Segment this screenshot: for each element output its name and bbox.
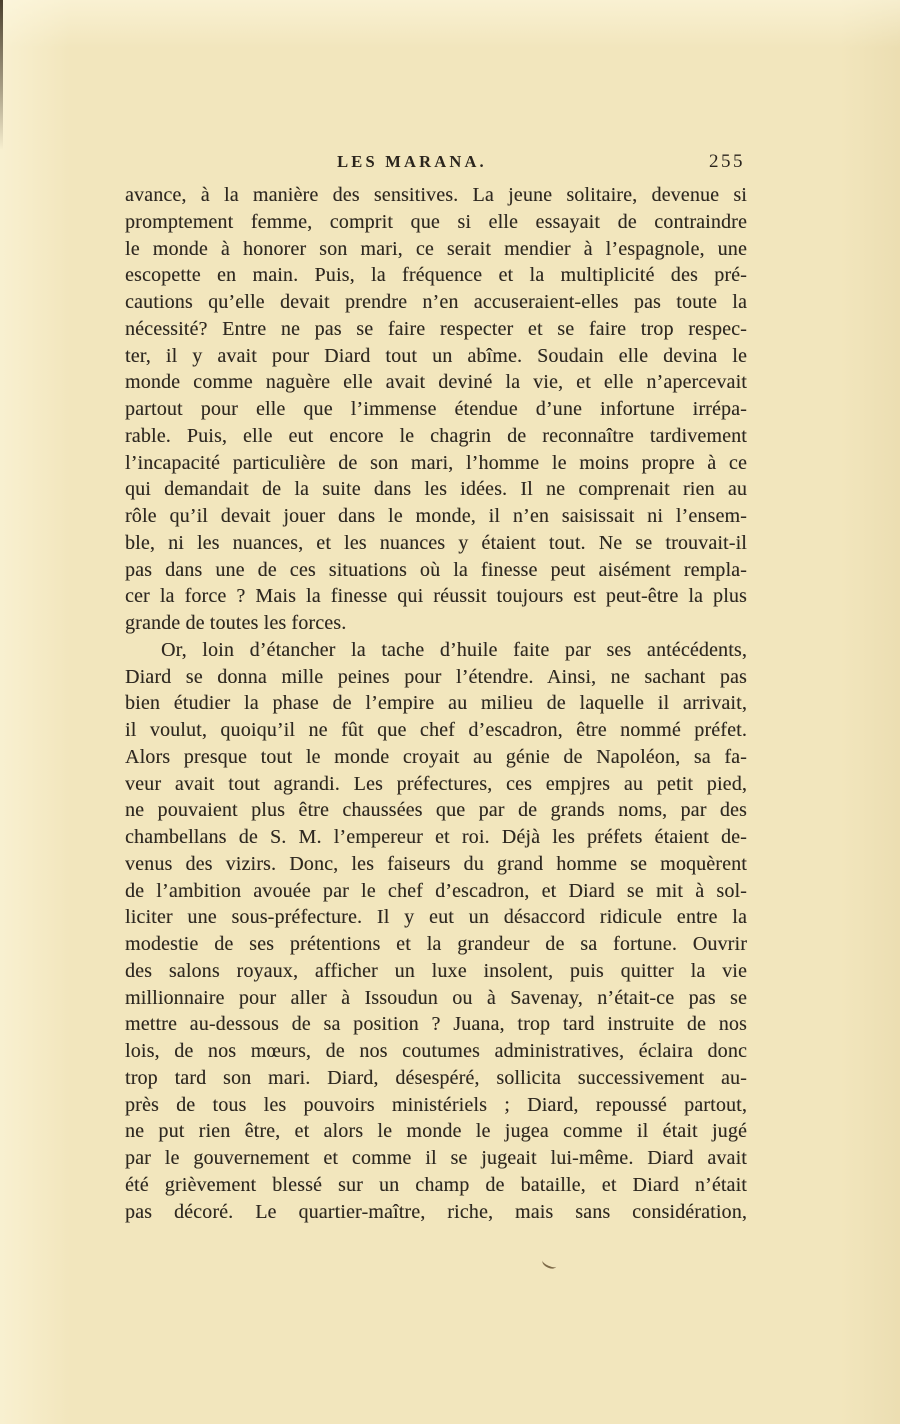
- text-line: [125, 1092, 747, 1119]
- text-line: [125, 182, 747, 209]
- text-line-content: lois, de nos mœurs, de nos coutumes administratives, éclaira donc: [125, 1040, 747, 1062]
- text-line: [125, 824, 747, 851]
- text-line: [125, 450, 747, 477]
- text-line-content: cautions qu’elle devait prendre n’en accuseraient-elles pas toute la: [125, 291, 747, 313]
- text-line: [125, 744, 747, 771]
- text-line: [125, 985, 747, 1012]
- running-header: [125, 151, 747, 178]
- text-line-content: rôle qu’il devait jouer dans le monde, il n’en saisissait ni l’ensem-: [125, 505, 747, 527]
- text-line: [125, 530, 747, 557]
- text-line: [125, 1065, 747, 1092]
- ink-mark: [541, 1256, 558, 1270]
- text-line: [125, 958, 747, 985]
- text-line-content: pas dans une de ces situations où la finesse peut aisément rempla-: [125, 558, 747, 581]
- text-line: [125, 1011, 747, 1038]
- text-line: [125, 690, 747, 717]
- text-line: [125, 236, 747, 263]
- text-line: [125, 878, 747, 905]
- text-line-content: veur avait tout agrandi. Les préfectures, ces empjres au petit pied,: [125, 772, 747, 795]
- text-line-content: cer la force ? Mais la finesse qui réussit toujours est peut-être la plus: [125, 585, 747, 608]
- text-line-content: millionnaire pour aller à Issoudun ou à Savenay, n’était-ce pas se: [125, 986, 747, 1009]
- text-line-content: grande de toutes les forces.: [125, 612, 347, 634]
- text-line-content: des salons royaux, afficher un luxe insolent, puis quitter la vie: [125, 959, 747, 982]
- text-line: [125, 476, 747, 503]
- text-line-content: promptement femme, comprit que si elle essayait de contraindre: [125, 210, 747, 233]
- text-line-content: Or, loin d’étancher la tache d’huile faite par ses antécédents,: [161, 638, 747, 661]
- text-line-content: monde comme naguère elle avait deviné la vie, et elle n’apercevait: [125, 371, 747, 394]
- text-line-content: escopette en main. Puis, la fréquence et la multiplicité des pré-: [125, 264, 747, 287]
- text-line: [125, 797, 747, 824]
- page-number: 255: [709, 151, 745, 172]
- text-line: [125, 557, 747, 584]
- text-line: [125, 1199, 747, 1226]
- text-line-content: pas décoré. Le quartier-maître, riche, mais sans considération,: [125, 1200, 747, 1223]
- text-line: [125, 1038, 747, 1065]
- text-line: [125, 1145, 747, 1172]
- text-line: [125, 503, 747, 530]
- text-line: [125, 1118, 747, 1145]
- text-line-content: Alors presque tout le monde croyait au génie de Napoléon, sa fa-: [125, 745, 747, 768]
- text-line-content: près de tous les pouvoirs ministériels ; Diard, repoussé partout,: [125, 1093, 747, 1116]
- text-line-content: partout pour elle que l’immense étendue d’une infortune irrépa-: [125, 398, 747, 420]
- text-line-content: ble, ni les nuances, et les nuances y étaient tout. Ne se trouvait-il: [125, 531, 747, 554]
- text-body: [125, 182, 747, 1225]
- text-line-content: le monde à honorer son mari, ce serait mendier à l’espagnole, une: [125, 237, 747, 260]
- text-line-content: avance, à la manière des sensitives. La jeune solitaire, devenue si: [125, 184, 747, 206]
- text-line: [125, 289, 747, 316]
- text-line-content: mettre au-dessous de sa position ? Juana, trop tard instruite de nos: [125, 1013, 747, 1036]
- text-line: [125, 931, 747, 958]
- text-line: [125, 209, 747, 236]
- text-line-content: rable. Puis, elle eut encore le chagrin de reconnaître tardivement: [125, 424, 747, 447]
- text-line-content: ne put rien être, et alors le monde le jugea comme il était jugé: [125, 1120, 747, 1143]
- text-line: [125, 771, 747, 798]
- text-line: [125, 664, 747, 691]
- text-line-content: bien étudier la phase de l’empire au milieu de laquelle il arrivait,: [125, 692, 747, 715]
- text-line-content: par le gouvernement et comme il se jugeait lui-même. Diard avait: [125, 1147, 747, 1169]
- text-line: [125, 262, 747, 289]
- text-line: [125, 610, 747, 637]
- text-line: [125, 637, 747, 664]
- text-line-content: nécessité? Entre ne pas se faire respecter et se faire trop respec-: [125, 317, 747, 340]
- text-line-content: chambellans de S. M. l’empereur et roi. Déjà les préfets étaient de-: [125, 826, 747, 848]
- text-line-content: qui demandait de la suite dans les idées. Il ne comprenait rien au: [125, 478, 747, 501]
- text-line-content: de l’ambition avouée par le chef d’escadron, et Diard se mit à sol-: [125, 879, 747, 902]
- text-line: [125, 904, 747, 931]
- text-line-content: ter, il y avait pour Diard tout un abîme. Soudain elle devina le: [125, 344, 747, 367]
- text-line-content: modestie de ses prétentions et la grandeur de sa fortune. Ouvrir: [125, 933, 747, 955]
- text-line-content: liciter une sous-préfecture. Il y eut un désaccord ridicule entre la: [125, 906, 747, 929]
- text-line-content: été grièvement blessé sur un champ de bataille, et Diard n’était: [125, 1173, 747, 1196]
- text-line-content: il voulut, quoiqu’il ne fût que chef d’escadron, être nommé préfet.: [125, 719, 747, 741]
- text-line-content: l’incapacité particulière de son mari, l’homme le moins propre à ce: [125, 451, 747, 474]
- text-line: [125, 717, 747, 744]
- text-line-content: Diard se donna mille peines pour l’étendre. Ainsi, ne sachant pas: [125, 665, 747, 688]
- text-line: [125, 369, 747, 396]
- text-line-content: trop tard son mari. Diard, désespéré, sollicita successivement au-: [125, 1066, 747, 1089]
- text-line: [125, 316, 747, 343]
- text-line: [125, 583, 747, 610]
- text-line: [125, 423, 747, 450]
- text-line: [125, 343, 747, 370]
- text-line: [125, 1172, 747, 1199]
- text-line: [125, 396, 747, 423]
- text-line: [125, 851, 747, 878]
- running-title: LES MARANA.: [337, 152, 487, 171]
- text-line-content: venus des vizirs. Donc, les faiseurs du grand homme se moquèrent: [125, 852, 747, 875]
- text-line-content: ne pouvaient plus être chaussées que par de grands noms, par des: [125, 799, 747, 822]
- page-edge-shadow: [0, 0, 3, 150]
